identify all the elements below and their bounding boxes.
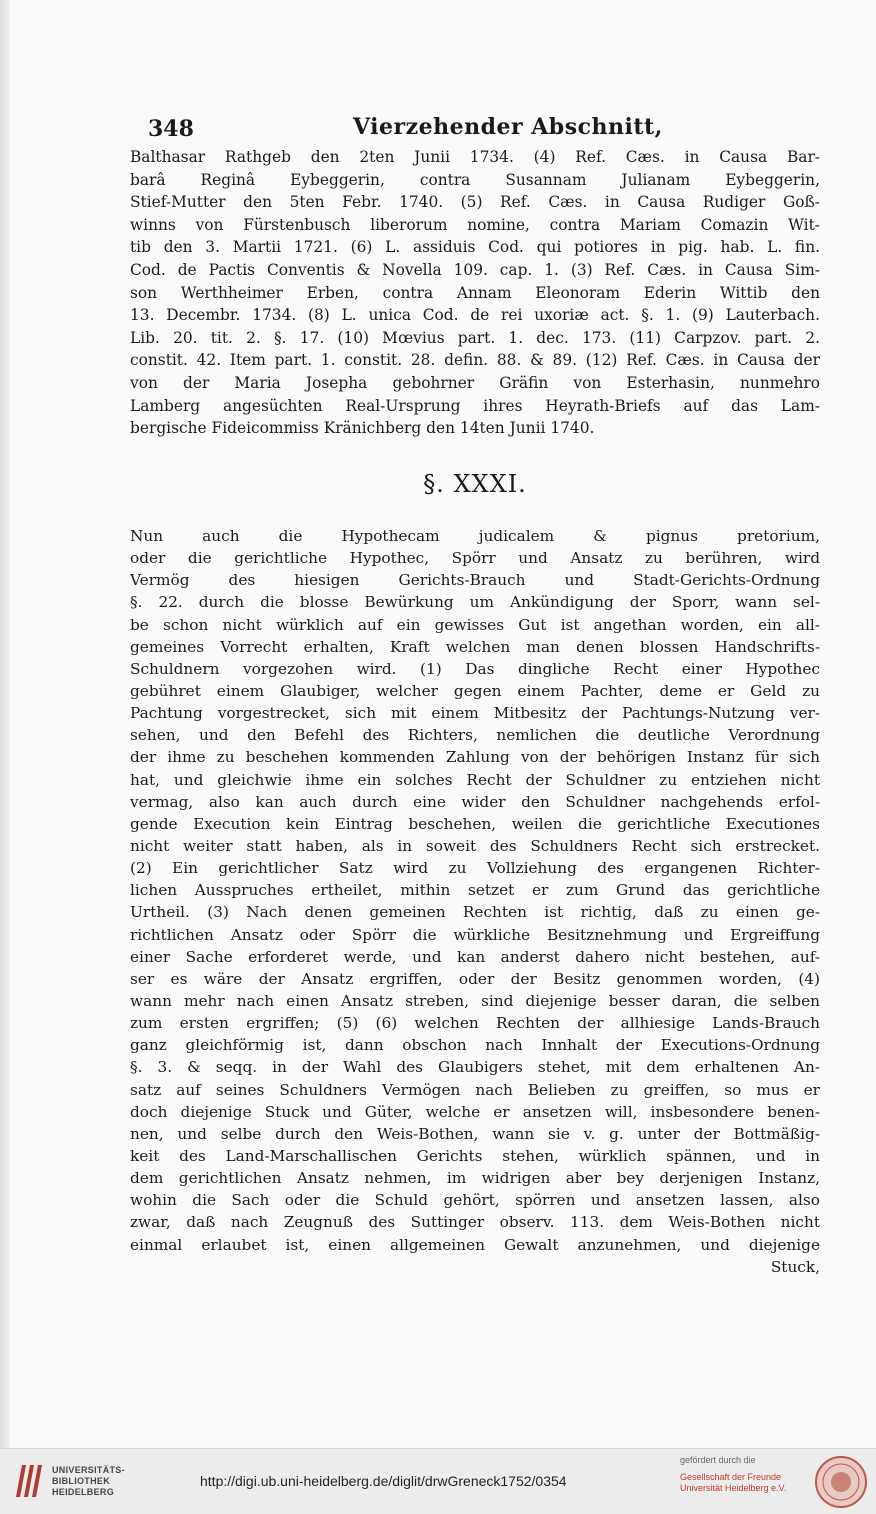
body-line: zum ersten ergriffen; (5) (6) welchen Rechten der allhiesige Lands-Brauch — [130, 1014, 820, 1033]
footnote-line: 13. Decembr. 1734. (8) L. unica Cod. de rei uxoriæ act. §. 1. (9) Lauterbach. — [130, 306, 820, 325]
body-text-block — [130, 525, 820, 1278]
library-name-line1: UNIVERSITÄTS- — [52, 1465, 125, 1475]
body-line: gemeines Vorrecht erhalten, Kraft welchen man denen blossen Handschrifts- — [130, 637, 820, 656]
permalink-url[interactable]: http://digi.ub.uni-heidelberg.de/diglit/drwGreneck1752/0354 — [200, 1473, 567, 1489]
footnote-line: Cod. de Pactis Conventis & Novella 109. cap. 1. (3) Ref. Cæs. in Causa Sim- — [130, 260, 820, 279]
viewer-footer — [0, 1448, 876, 1514]
body-line: ser es wäre der Ansatz ergriffen, oder der Besitz genommen worden, (4) — [130, 969, 820, 988]
footnote-line: winns von Fürstenbusch liberorum nomine, contra Mariam Comazin Wit- — [130, 215, 820, 234]
sponsor-label: gefördert durch die — [680, 1455, 756, 1465]
footnote-line: von der Maria Josepha gebohrner Gräfin von Esterhasin, nunmehro — [130, 373, 820, 392]
scan-edge — [0, 0, 10, 1448]
section-heading: §. XXXI. — [423, 470, 527, 498]
footnote-line: barâ Reginâ Eybeggerin, contra Susannam Julianam Eybeggerin, — [130, 170, 820, 189]
page-number: 348 — [148, 116, 194, 142]
sponsor-info — [680, 1455, 810, 1494]
body-line: (2) Ein gerichtlicher Satz wird zu Vollziehung des ergangenen Richter- — [130, 859, 820, 878]
body-line: vermag, also kan auch durch eine wider den Schuldner nachgehends erfol- — [130, 792, 820, 811]
running-head: Vierzehender Abschnitt, — [353, 114, 663, 140]
body-line: be schon nicht würklich auf ein gewisses Gut ist angethan worden, ein all- — [130, 615, 820, 634]
university-seal-icon — [814, 1455, 868, 1509]
sponsor-org-line1[interactable]: Gesellschaft der Freunde — [680, 1472, 782, 1482]
body-line: oder die gerichtliche Hypothec, Spörr und Ansatz zu berühren, wird — [130, 549, 820, 568]
body-line: Vermög des hiesigen Gerichts-Brauch und Stadt-Gerichts-Ordnung — [130, 571, 820, 590]
footnotes-block — [130, 146, 820, 440]
body-line: satz auf seines Schuldners Vermögen nach Belieben zu greiffen, so mus er — [130, 1080, 820, 1099]
footnote-line: constit. 42. Item part. 1. constit. 28. defin. 88. & 89. (12) Ref. Cæs. in Causa der — [130, 351, 820, 370]
body-line: Stuck, — [770, 1257, 820, 1276]
footnote-line: Lamberg angesüchten Real-Ursprung ihres Heyrath-Briefs auf das Lam- — [130, 396, 820, 415]
sponsor-org-line2[interactable]: Universität Heidelberg e.V. — [680, 1483, 787, 1493]
library-logo[interactable] — [12, 1461, 192, 1505]
body-line: §. 3. & seqq. in der Wahl des Glaubigers stehet, mit dem erhaltenen An- — [130, 1058, 820, 1077]
body-line: einmal erlaubet ist, einen allgemeinen Gewalt anzunehmen, und diejenige — [130, 1235, 820, 1254]
footnote-line: bergische Fideicommiss Kränichberg den 14ten Junii 1740. — [130, 419, 595, 438]
library-name-line3: HEIDELBERG — [52, 1487, 115, 1497]
body-line: ganz gleichförmig ist, dann obschon nach Innhalt der Executions-Ordnung — [130, 1036, 820, 1055]
body-line: lichen Ausspruches ertheilet, mithin setzet er zum Grund das gerichtliche — [130, 881, 820, 900]
footnote-line: tib den 3. Martii 1721. (6) L. assiduis Cod. qui potiores in pig. hab. L. fin. — [130, 238, 820, 257]
body-line: wohin die Sach oder die Schuld gehört, spörren und ansetzen lassen, also — [130, 1191, 820, 1210]
body-line: Schuldnern vorgezohen wird. (1) Das dingliche Recht einer Hypothec — [130, 659, 820, 678]
body-line: Nun auch die Hypothecam judicalem & pignus pretorium, — [130, 527, 820, 545]
body-line: nen, und selbe durch den Weis-Bothen, wann sie v. g. unter der Bottmäßig- — [130, 1124, 820, 1143]
body-line: wann mehr nach einen Ansatz streben, sind diejenige besser daran, die selben — [130, 991, 820, 1010]
body-line: Urtheil. (3) Nach denen gemeinen Rechten ist richtig, daß zu einen ge- — [130, 903, 820, 922]
body-line: nicht weiter statt haben, als in soweit des Schuldners Recht sich erstrecket. — [130, 836, 820, 855]
footnote-line: son Werthheimer Erben, contra Annam Eleonoram Ederin Wittib den — [130, 283, 820, 302]
footnote-line: Stief-Mutter den 5ten Febr. 1740. (5) Ref. Cæs. in Causa Rudiger Goß- — [130, 193, 820, 212]
body-line: dem gerichtlichen Ansatz nehmen, im widrigen aber bey derjenigen Instanz, — [130, 1169, 820, 1188]
body-line: gende Execution kein Eintrag beschehen, weilen die gerichtliche Executiones — [130, 814, 820, 833]
body-line: Pachtung vorgestrecket, sich mit einem Mitbesitz der Pachtungs-Nutzung ver- — [130, 704, 820, 723]
footnote-line: Balthasar Rathgeb den 2ten Junii 1734. (4) Ref. Cæs. in Causa Bar- — [130, 148, 820, 166]
body-line: doch diejenige Stuck und Güter, welche er ansetzen will, insbesondere benen- — [130, 1102, 820, 1121]
body-line: sehen, und den Befehl des Richters, nemlichen die deutliche Verordnung — [130, 726, 820, 745]
body-line: richtlichen Ansatz oder Spörr die würkliche Besitznehmung und Ergreiffung — [130, 925, 820, 944]
body-line: zwar, daß nach Zeugnuß des Suttinger observ. 113. dem Weis-Bothen nicht — [130, 1213, 820, 1232]
body-line: hat, und gleichwie ihme ein solches Recht der Schuldner zu entziehen nicht — [130, 770, 820, 789]
body-line: §. 22. durch die blosse Bewürkung um Ankündigung der Sporr, wann sel- — [130, 593, 820, 612]
library-name-line2: BIBLIOTHEK — [52, 1476, 110, 1486]
library-emblem-icon — [12, 1461, 46, 1501]
body-line: gebühret einem Glaubiger, welcher gegen einem Pachter, deme er Geld zu — [130, 681, 820, 700]
body-line: keit des Land-Marschallischen Gerichts stehen, würklich spännen, und in — [130, 1146, 820, 1165]
body-line: einer Sache erforderet werde, und kan anderst dahero nicht bestehen, auf- — [130, 947, 820, 966]
body-line: der ihme zu beschehen kommenden Zahlung von der behörigen Instanz für sich — [130, 748, 820, 767]
footnote-line: Lib. 20. tit. 2. §. 17. (10) Mœvius part. 1. dec. 173. (11) Carpzov. part. 2. — [130, 328, 820, 347]
page-header — [148, 108, 818, 148]
